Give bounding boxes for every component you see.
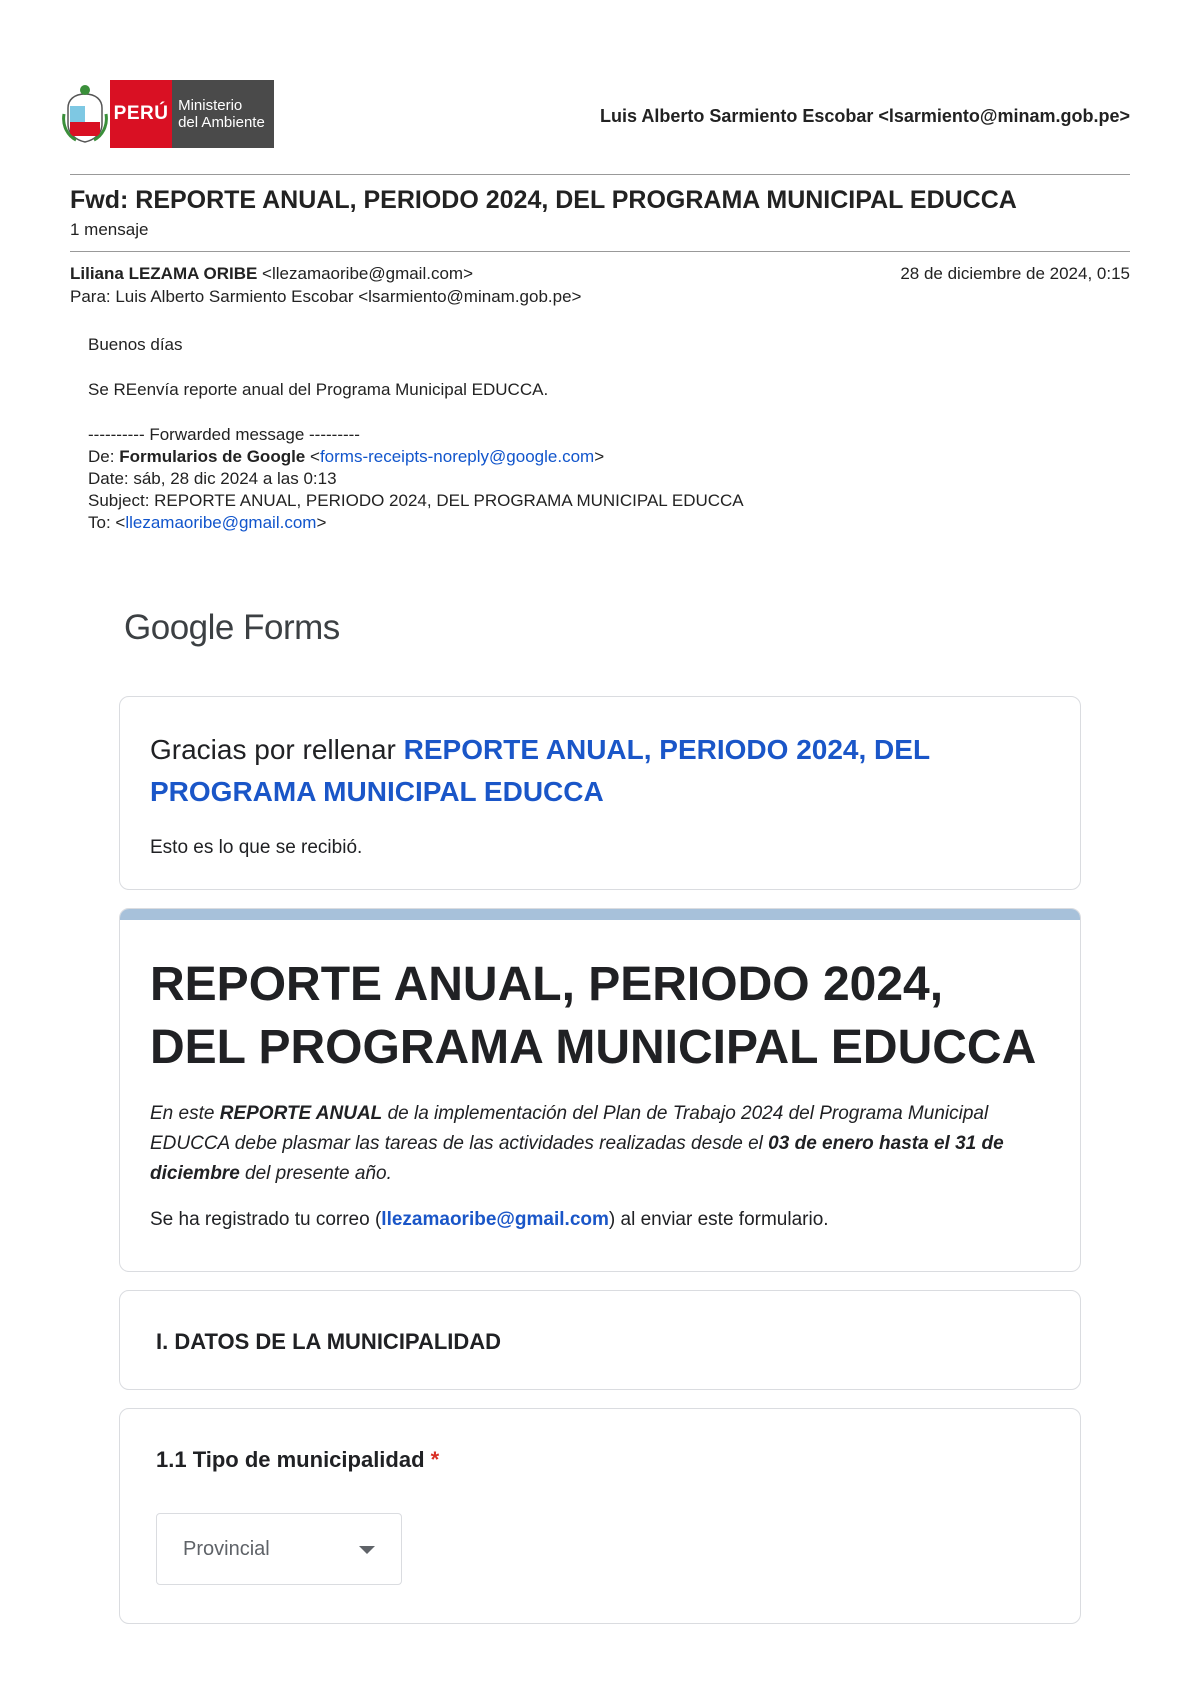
sender [70, 264, 473, 284]
form-description [150, 1099, 1060, 1189]
divider [70, 251, 1130, 252]
peru-crest-icon [60, 80, 110, 148]
minam-logo [60, 80, 274, 148]
required-mark: * [430, 1447, 440, 1472]
thanks-card [119, 696, 1081, 890]
divider [70, 174, 1130, 175]
desc-part-1: En este [150, 1103, 220, 1124]
registered-email-suffix: ) al enviar este formulario. [608, 1209, 829, 1230]
municipality-type-select[interactable] [156, 1513, 402, 1585]
message-count: 1 mensaje [70, 220, 149, 239]
forwarded-to [88, 512, 326, 534]
logo-ministry-line2: del Ambiente [178, 114, 265, 131]
forwarded-from-email-link[interactable]: forms-receipts-noreply@google.com [319, 447, 595, 466]
thanks-prefix: Gracias por rellenar [150, 734, 404, 765]
registered-email-prefix: Se ha registrado tu correo ( [150, 1209, 382, 1230]
forwarded-to-email-link[interactable]: llezamaoribe@gmail.com [125, 513, 317, 532]
select-value: Provincial [183, 1538, 270, 1560]
sender-name: Liliana LEZAMA ORIBE [70, 264, 258, 283]
forwarded-to-close: > [316, 513, 327, 532]
thanks-form-name-link[interactable]: REPORTE ANUAL, PERIODO 2024, DEL PROGRAMA MUNICIPAL EDUCCA [150, 734, 930, 807]
desc-part-2: REPORTE ANUAL [219, 1103, 383, 1124]
registered-email-link[interactable]: llezamaoribe@gmail.com [381, 1209, 609, 1230]
chevron-down-icon [359, 1546, 375, 1554]
logo-peru-label: PERÚ [110, 80, 172, 148]
forwarded-from-label: De: [88, 447, 120, 466]
google-forms-logo [124, 608, 340, 648]
desc-part-5: del presente año. [239, 1163, 392, 1184]
form-header-card [119, 908, 1081, 1272]
google-forms-logo-forms: Forms [233, 608, 340, 647]
sender-email: <llezamaoribe@gmail.com> [257, 264, 474, 283]
account-name: Luis Alberto Sarmiento Escobar <lsarmiento@minam.gob.pe> [599, 106, 1130, 126]
forwarded-separator: ---------- Forwarded message --------- [88, 425, 360, 444]
page-header [60, 80, 1130, 150]
question-card [119, 1408, 1081, 1624]
forwarded-date: Date: sáb, 28 dic 2024 a las 0:13 [88, 469, 337, 488]
logo-ministry-label [172, 80, 274, 148]
email-message: Se REenvía reporte anual del Programa Municipal EDUCCA. [88, 380, 549, 399]
email-date: 28 de diciembre de 2024, 0:15 [900, 264, 1130, 283]
email-recipient: Para: Luis Alberto Sarmiento Escobar <lsarmiento@minam.gob.pe> [70, 287, 582, 306]
received-note: Esto es lo que se recibió. [150, 837, 363, 858]
forwarded-to-label: To: < [88, 513, 126, 532]
question-text: 1.1 Tipo de municipalidad [156, 1447, 425, 1472]
email-greeting: Buenos días [88, 335, 183, 354]
forwarded-from: De: Formularios de Google <forms-receipts-noreply@google.com> [88, 447, 605, 466]
forwarded-subject: Subject: REPORTE ANUAL, PERIODO 2024, DEL PROGRAMA MUNICIPAL EDUCCA [88, 491, 744, 510]
email-subject: Fwd: REPORTE ANUAL, PERIODO 2024, DEL PROGRAMA MUNICIPAL EDUCCA [70, 186, 1017, 214]
google-forms-logo-google: Google [124, 608, 234, 647]
desc-part-3: de la implementación del Plan de Trabajo 2024 del Programa Municipal EDUCCA debe plasmar las tareas de las actividades realizadas desde el [150, 1103, 989, 1154]
section-title: I. DATOS DE LA MUNICIPALIDAD [156, 1329, 502, 1354]
registered-email-note [150, 1209, 829, 1231]
section-card [119, 1290, 1081, 1390]
question-title [156, 1447, 439, 1473]
desc-part-4: 03 de enero hasta el 31 de diciembre [150, 1133, 1004, 1184]
forwarded-from-name: Formularios de Google [119, 447, 306, 466]
thanks-message [150, 729, 1050, 813]
logo-ministry-line1: Ministerio [178, 97, 243, 114]
form-accent-bar [119, 908, 1081, 920]
form-title: REPORTE ANUAL, PERIODO 2024, DEL PROGRAMA MUNICIPAL EDUCCA [150, 958, 1037, 1074]
